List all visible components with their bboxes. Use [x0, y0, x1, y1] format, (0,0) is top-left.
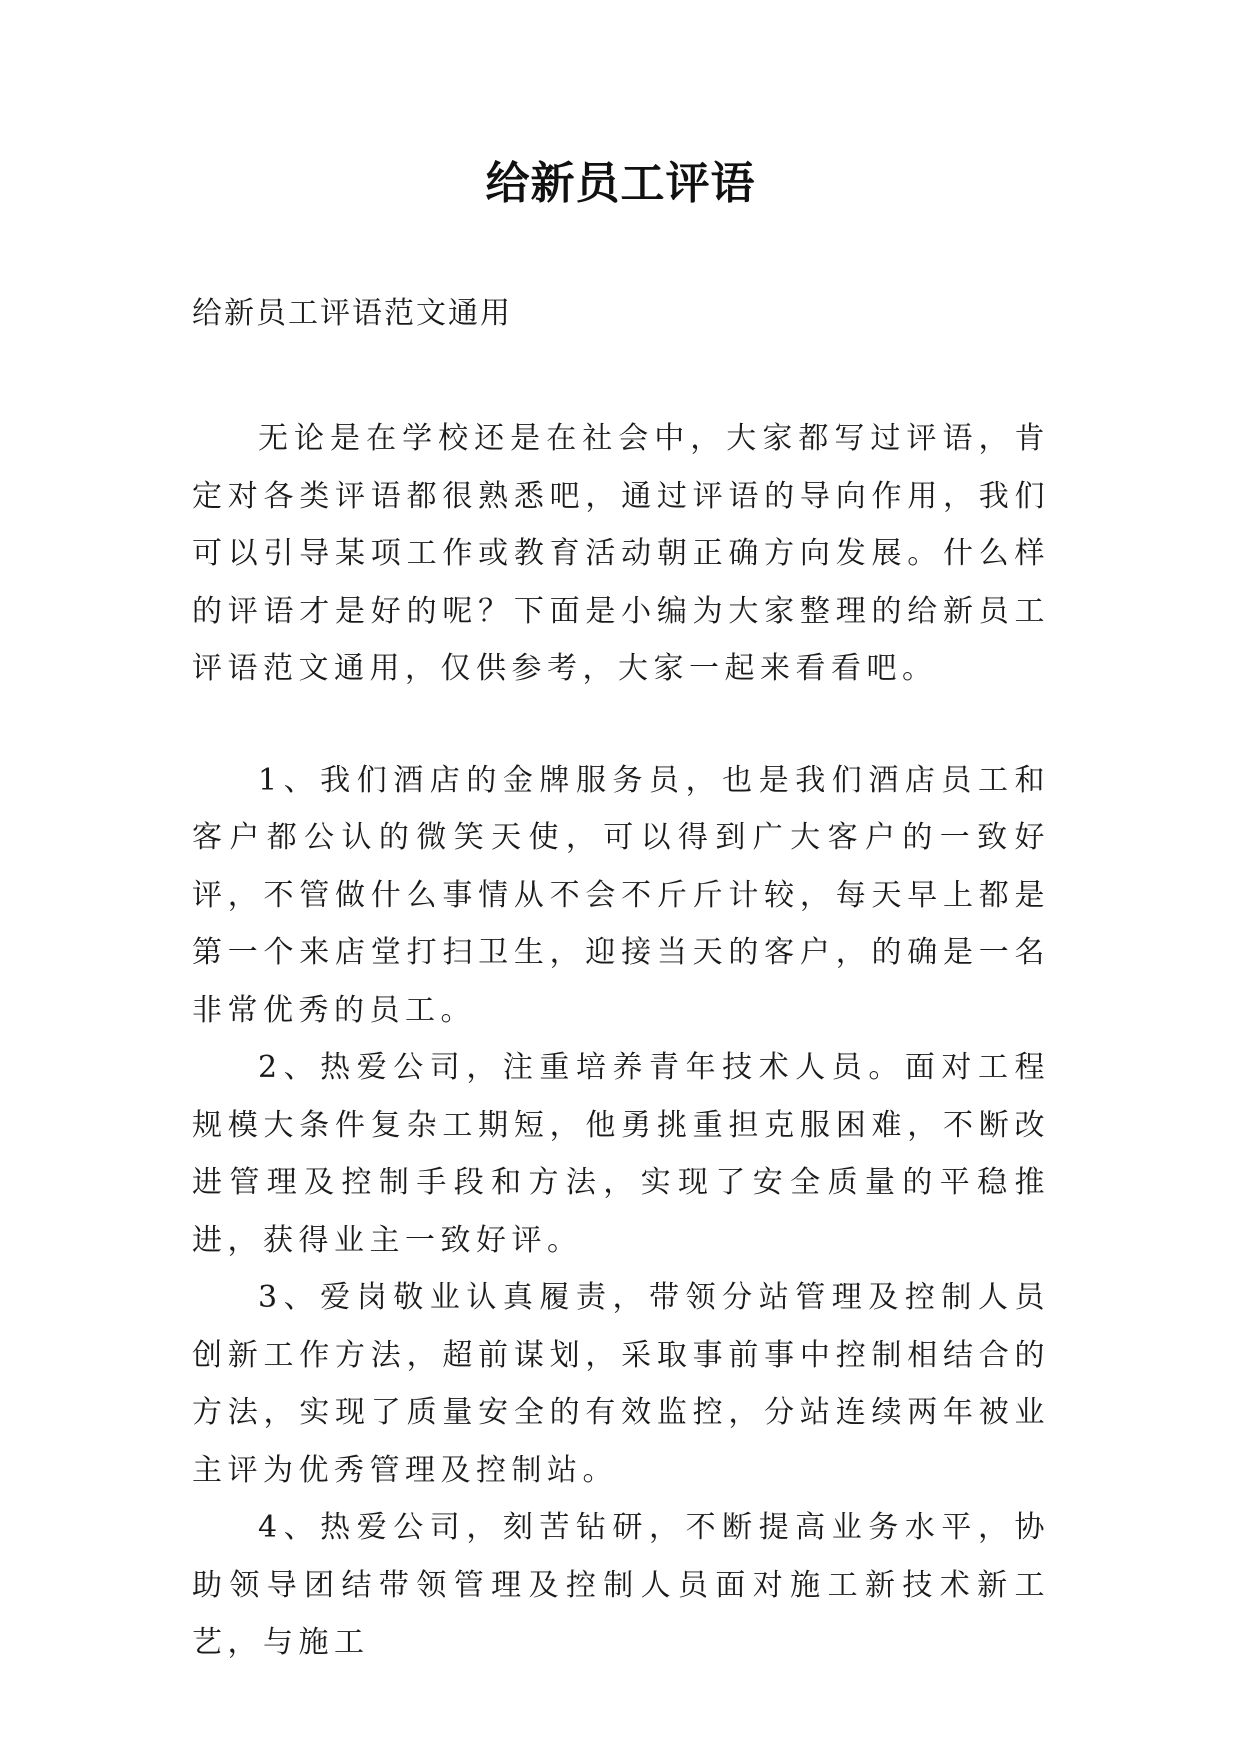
document-subtitle: 给新员工评语范文通用 [192, 296, 512, 331]
document-body [192, 410, 1050, 1672]
comment-paragraph-1: 1、我们酒店的金牌服务员，也是我们酒店员工和客户都公认的微笑天使，可以得到广大客户的一致好评，不管做什么事情从不会不斤斤计较，每天早上都是第一个来店堂打扫卫生，迎接当天的客户，的确是一名非常优秀的员工。 [192, 762, 1050, 1028]
intro-paragraph: 无论是在学校还是在社会中，大家都写过评语，肯定对各类评语都很熟悉吧，通过评语的导向作用，我们可以引导某项工作或教育活动朝正确方向发展。什么样的评语才是好的呢？下面是小编为大家整理的给新员工评语范文通用，仅供参考，大家一起来看看吧。 [192, 421, 1050, 686]
document-title: 给新员工评语 [485, 158, 756, 209]
comment-paragraph-2: 2、热爱公司，注重培养青年技术人员。面对工程规模大条件复杂工期短，他勇挑重担克服困难，不断改进管理及控制手段和方法，实现了安全质量的平稳推进，获得业主一致好评。 [192, 1050, 1050, 1258]
comment-paragraph-3: 3、爱岗敬业认真履责，带领分站管理及控制人员创新工作方法，超前谋划，采取事前事中控制相结合的方法，实现了质量安全的有效监控，分站连续两年被业主评为优秀管理及控制站。 [192, 1280, 1050, 1488]
comment-paragraph-4: 4、热爱公司，刻苦钻研，不断提高业务水平，协助领导团结带领管理及控制人员面对施工新技术新工艺，与施工 [192, 1510, 1050, 1660]
